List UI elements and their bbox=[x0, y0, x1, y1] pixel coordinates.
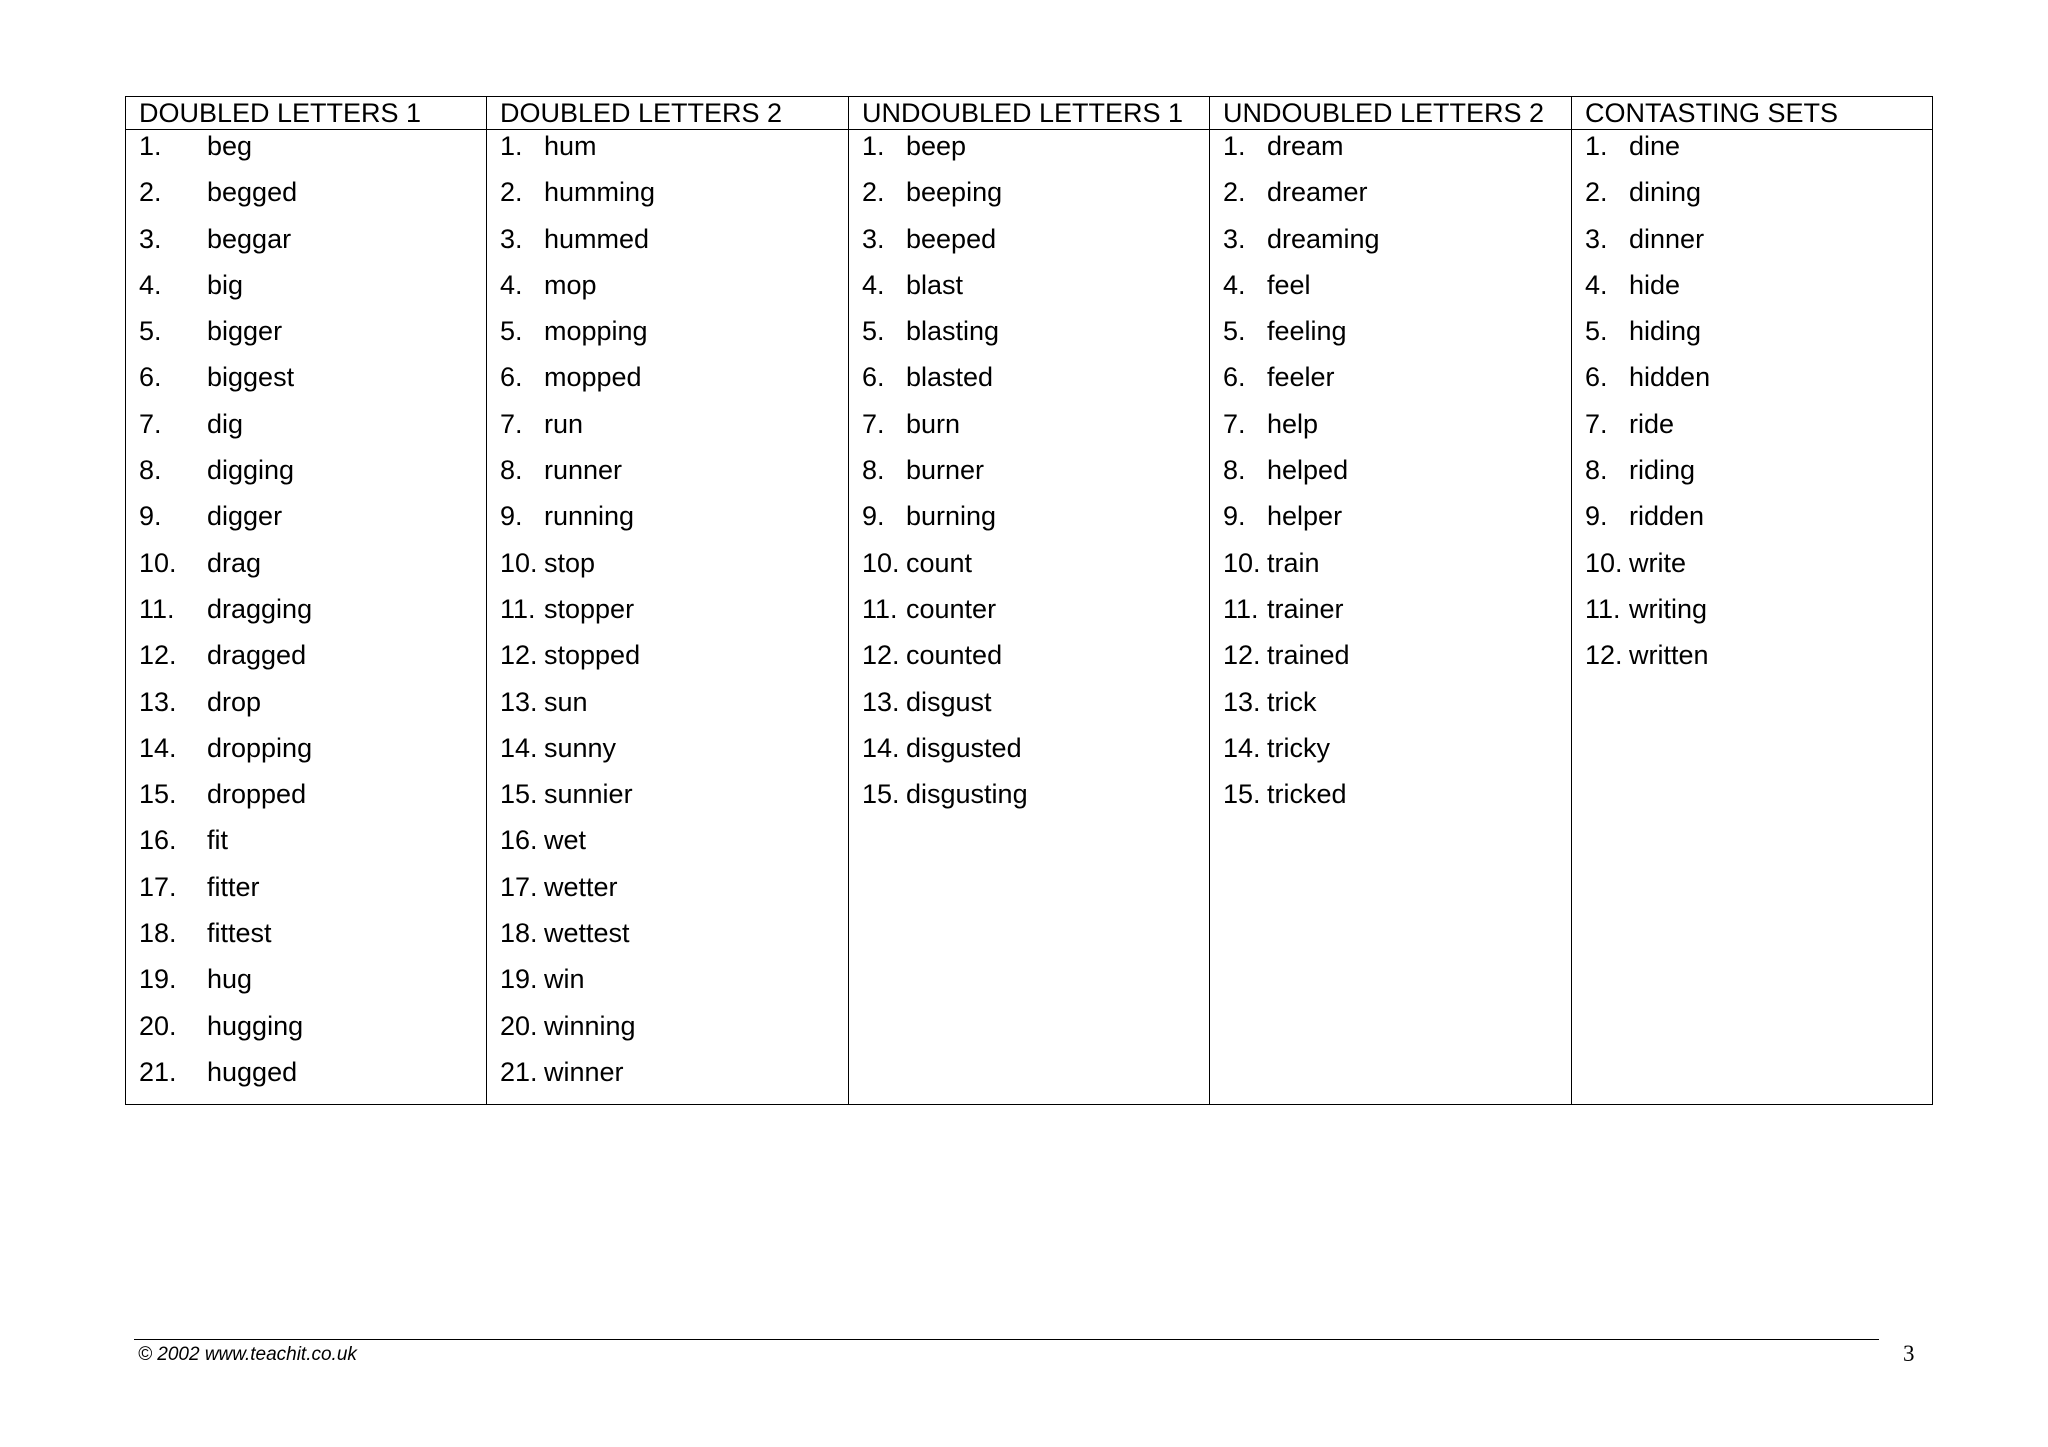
list-item bbox=[862, 778, 1209, 824]
item-word: write bbox=[1629, 547, 1687, 578]
item-word: tricky bbox=[1267, 732, 1330, 763]
item-word: count bbox=[906, 547, 973, 578]
item-number: 10. bbox=[862, 547, 900, 578]
item-number: 15. bbox=[500, 779, 538, 810]
item-number: 8. bbox=[139, 455, 162, 486]
column-header-undoubled-letters-1: UNDOUBLED LETTERS 1 bbox=[849, 97, 1210, 130]
list-item bbox=[1585, 176, 1932, 222]
item-number: 17. bbox=[139, 871, 177, 902]
item-word: run bbox=[544, 408, 584, 439]
list-item bbox=[1223, 639, 1571, 685]
item-number: 13. bbox=[1223, 686, 1261, 717]
list-item bbox=[139, 315, 486, 361]
list-item bbox=[500, 917, 848, 963]
list-item bbox=[500, 176, 848, 222]
list-item bbox=[1223, 500, 1571, 546]
item-word: mopping bbox=[544, 316, 648, 347]
item-word: dream bbox=[1267, 131, 1344, 161]
item-word: stopper bbox=[544, 593, 635, 624]
item-word: fitter bbox=[207, 871, 260, 902]
table-body-row bbox=[126, 130, 1933, 1105]
list-item bbox=[1223, 778, 1571, 824]
item-word: sunnier bbox=[544, 779, 633, 810]
item-number: 13. bbox=[500, 686, 538, 717]
column-header-contrasting-sets: CONTASTING SETS bbox=[1572, 97, 1933, 130]
column-header-undoubled-letters-2: UNDOUBLED LETTERS 2 bbox=[1210, 97, 1572, 130]
item-number: 1. bbox=[139, 131, 162, 161]
list-item bbox=[862, 547, 1209, 593]
list-item bbox=[500, 315, 848, 361]
list-item bbox=[1223, 408, 1571, 454]
item-number: 3. bbox=[1223, 223, 1246, 254]
item-word: hidden bbox=[1629, 362, 1711, 393]
list-item bbox=[139, 593, 486, 639]
item-word: helped bbox=[1267, 455, 1349, 486]
item-number: 11. bbox=[1223, 593, 1259, 624]
list-item bbox=[139, 500, 486, 546]
item-word: blasting bbox=[906, 316, 1000, 347]
item-number: 3. bbox=[1585, 223, 1608, 254]
list-item bbox=[862, 686, 1209, 732]
item-word: ridden bbox=[1629, 501, 1705, 532]
item-word: beggar bbox=[207, 223, 292, 254]
item-word: blast bbox=[906, 269, 964, 300]
word-column-cell bbox=[487, 130, 849, 1105]
item-number: 14. bbox=[1223, 732, 1261, 763]
item-number: 5. bbox=[1585, 316, 1608, 347]
list-item bbox=[139, 1056, 486, 1102]
list-item bbox=[139, 824, 486, 870]
spelling-word-table bbox=[125, 96, 1933, 1105]
item-word: dining bbox=[1629, 177, 1702, 208]
item-word: fittest bbox=[207, 918, 272, 949]
list-item bbox=[862, 454, 1209, 500]
item-word: hugged bbox=[207, 1056, 298, 1087]
list-item bbox=[139, 1010, 486, 1056]
item-number: 6. bbox=[1585, 362, 1608, 393]
item-number: 18. bbox=[139, 918, 177, 949]
list-item bbox=[500, 732, 848, 778]
list-item bbox=[1223, 547, 1571, 593]
list-item bbox=[1585, 500, 1932, 546]
list-item bbox=[1585, 547, 1932, 593]
list-item bbox=[500, 269, 848, 315]
footer-divider bbox=[134, 1339, 1879, 1340]
item-word: tricked bbox=[1267, 779, 1347, 810]
item-number: 8. bbox=[500, 455, 523, 486]
list-item bbox=[1223, 454, 1571, 500]
item-word: dragging bbox=[207, 593, 313, 624]
item-word: winning bbox=[544, 1010, 636, 1041]
list-item bbox=[1223, 176, 1571, 222]
word-column-cell bbox=[126, 130, 487, 1105]
item-word: dig bbox=[207, 408, 244, 439]
item-number: 1. bbox=[1585, 131, 1608, 161]
item-number: 4. bbox=[139, 269, 162, 300]
list-item bbox=[139, 732, 486, 778]
item-word: stop bbox=[544, 547, 596, 578]
item-number: 7. bbox=[862, 408, 885, 439]
item-word: dragged bbox=[207, 640, 307, 671]
item-number: 20. bbox=[500, 1010, 538, 1041]
item-number: 21. bbox=[500, 1056, 538, 1087]
item-number: 7. bbox=[1585, 408, 1608, 439]
list-item bbox=[500, 500, 848, 546]
item-number: 7. bbox=[139, 408, 162, 439]
list-item bbox=[862, 593, 1209, 639]
item-word: biggest bbox=[207, 362, 295, 393]
list-item bbox=[500, 686, 848, 732]
item-word: hug bbox=[207, 964, 253, 995]
list-item bbox=[862, 223, 1209, 269]
item-word: riding bbox=[1629, 455, 1696, 486]
item-number: 3. bbox=[139, 223, 162, 254]
item-word: sun bbox=[544, 686, 588, 717]
item-word: dine bbox=[1629, 131, 1681, 161]
item-number: 10. bbox=[139, 547, 177, 578]
item-number: 6. bbox=[139, 362, 162, 393]
item-number: 6. bbox=[1223, 362, 1246, 393]
item-word: writing bbox=[1629, 593, 1708, 624]
item-word: hummed bbox=[544, 223, 650, 254]
item-word: burning bbox=[906, 501, 997, 532]
item-word: counter bbox=[906, 593, 997, 624]
item-word: win bbox=[544, 964, 585, 995]
page-number: 3 bbox=[1903, 1341, 1915, 1366]
item-word: wettest bbox=[544, 918, 630, 949]
column-header-doubled-letters-1: DOUBLED LETTERS 1 bbox=[126, 97, 487, 130]
item-word: drop bbox=[207, 686, 262, 717]
list-item bbox=[1585, 454, 1932, 500]
item-word: disgust bbox=[906, 686, 992, 717]
item-word: beeped bbox=[906, 223, 997, 254]
list-item bbox=[500, 824, 848, 870]
item-number: 6. bbox=[862, 362, 885, 393]
item-word: drag bbox=[207, 547, 262, 578]
list-item bbox=[139, 361, 486, 407]
list-item bbox=[1223, 361, 1571, 407]
word-list bbox=[1585, 130, 1932, 686]
item-word: hugging bbox=[207, 1010, 304, 1041]
item-word: hide bbox=[1629, 269, 1681, 300]
item-number: 16. bbox=[500, 825, 538, 856]
list-item bbox=[1223, 593, 1571, 639]
item-word: mopped bbox=[544, 362, 642, 393]
list-item bbox=[500, 130, 848, 176]
item-number: 12. bbox=[1223, 640, 1261, 671]
item-number: 9. bbox=[1223, 501, 1246, 532]
word-column-cell bbox=[1210, 130, 1572, 1105]
column-header-doubled-letters-2: DOUBLED LETTERS 2 bbox=[487, 97, 849, 130]
list-item bbox=[1585, 130, 1932, 176]
list-item bbox=[1585, 408, 1932, 454]
item-word: helper bbox=[1267, 501, 1343, 532]
item-number: 11. bbox=[862, 593, 898, 624]
item-number: 7. bbox=[1223, 408, 1246, 439]
list-item bbox=[862, 639, 1209, 685]
list-item bbox=[139, 963, 486, 1009]
list-item bbox=[139, 130, 486, 176]
item-number: 17. bbox=[500, 871, 538, 902]
list-item bbox=[500, 593, 848, 639]
item-number: 5. bbox=[139, 316, 162, 347]
list-item bbox=[500, 778, 848, 824]
list-item bbox=[862, 408, 1209, 454]
item-number: 11. bbox=[500, 593, 536, 624]
item-word: sunny bbox=[544, 732, 617, 763]
item-number: 19. bbox=[139, 964, 177, 995]
list-item bbox=[1223, 686, 1571, 732]
list-item bbox=[1223, 130, 1571, 176]
item-number: 5. bbox=[1223, 316, 1246, 347]
item-number: 12. bbox=[139, 640, 177, 671]
item-word: written bbox=[1629, 640, 1709, 671]
list-item bbox=[862, 176, 1209, 222]
list-item bbox=[139, 871, 486, 917]
list-item bbox=[139, 408, 486, 454]
item-word: hiding bbox=[1629, 316, 1702, 347]
word-column-cell bbox=[1572, 130, 1933, 1105]
list-item bbox=[1585, 639, 1932, 685]
item-word: beeping bbox=[906, 177, 1003, 208]
item-word: disgusted bbox=[906, 732, 1022, 763]
list-item bbox=[1585, 223, 1932, 269]
item-number: 14. bbox=[500, 732, 538, 763]
list-item bbox=[1223, 732, 1571, 778]
item-word: hum bbox=[544, 131, 597, 161]
item-number: 9. bbox=[139, 501, 162, 532]
item-word: digging bbox=[207, 455, 295, 486]
list-item bbox=[139, 917, 486, 963]
item-word: digger bbox=[207, 501, 283, 532]
list-item bbox=[862, 500, 1209, 546]
item-number: 13. bbox=[139, 686, 177, 717]
item-number: 20. bbox=[139, 1010, 177, 1041]
item-word: running bbox=[544, 501, 635, 532]
list-item bbox=[862, 315, 1209, 361]
list-item bbox=[139, 778, 486, 824]
item-word: dinner bbox=[1629, 223, 1705, 254]
list-item bbox=[1585, 315, 1932, 361]
item-number: 11. bbox=[1585, 593, 1621, 624]
list-item bbox=[139, 223, 486, 269]
item-number: 3. bbox=[862, 223, 885, 254]
item-number: 15. bbox=[862, 779, 900, 810]
item-number: 2. bbox=[139, 177, 162, 208]
item-number: 21. bbox=[139, 1056, 177, 1087]
item-number: 9. bbox=[1585, 501, 1608, 532]
item-number: 13. bbox=[862, 686, 900, 717]
list-item bbox=[862, 361, 1209, 407]
item-number: 9. bbox=[500, 501, 523, 532]
item-word: disgusting bbox=[906, 779, 1028, 810]
item-number: 10. bbox=[1585, 547, 1623, 578]
item-number: 4. bbox=[500, 269, 523, 300]
item-word: burn bbox=[906, 408, 961, 439]
item-word: burner bbox=[906, 455, 985, 486]
list-item bbox=[139, 454, 486, 500]
item-word: big bbox=[207, 269, 244, 300]
word-column-cell bbox=[849, 130, 1210, 1105]
list-item bbox=[862, 130, 1209, 176]
item-number: 6. bbox=[500, 362, 523, 393]
list-item bbox=[500, 871, 848, 917]
item-number: 12. bbox=[862, 640, 900, 671]
item-number: 14. bbox=[139, 732, 177, 763]
item-number: 5. bbox=[862, 316, 885, 347]
list-item bbox=[500, 408, 848, 454]
item-number: 11. bbox=[139, 593, 175, 624]
item-word: mop bbox=[544, 269, 597, 300]
item-word: dreaming bbox=[1267, 223, 1380, 254]
item-word: wet bbox=[544, 825, 587, 856]
item-word: trainer bbox=[1267, 593, 1344, 624]
list-item bbox=[1585, 593, 1932, 639]
list-item bbox=[139, 547, 486, 593]
item-word: bigger bbox=[207, 316, 283, 347]
item-number: 15. bbox=[1223, 779, 1261, 810]
item-number: 10. bbox=[1223, 547, 1261, 578]
list-item bbox=[500, 1056, 848, 1102]
list-item bbox=[500, 1010, 848, 1056]
item-word: wetter bbox=[544, 871, 618, 902]
word-list bbox=[862, 130, 1209, 824]
item-number: 18. bbox=[500, 918, 538, 949]
list-item bbox=[139, 639, 486, 685]
item-number: 9. bbox=[862, 501, 885, 532]
item-word: dropping bbox=[207, 732, 313, 763]
item-word: beep bbox=[906, 131, 967, 161]
item-word: dreamer bbox=[1267, 177, 1368, 208]
item-number: 3. bbox=[500, 223, 523, 254]
item-word: stopped bbox=[544, 640, 641, 671]
item-word: train bbox=[1267, 547, 1320, 578]
item-number: 15. bbox=[139, 779, 177, 810]
item-word: dropped bbox=[207, 779, 307, 810]
list-item bbox=[1585, 269, 1932, 315]
item-number: 10. bbox=[500, 547, 538, 578]
item-word: begged bbox=[207, 177, 298, 208]
list-item bbox=[862, 732, 1209, 778]
list-item bbox=[1223, 315, 1571, 361]
item-word: feeler bbox=[1267, 362, 1335, 393]
word-list bbox=[1223, 130, 1571, 824]
item-word: trick bbox=[1267, 686, 1317, 717]
list-item bbox=[862, 269, 1209, 315]
item-number: 16. bbox=[139, 825, 177, 856]
list-item bbox=[500, 361, 848, 407]
item-number: 8. bbox=[1585, 455, 1608, 486]
item-number: 7. bbox=[500, 408, 523, 439]
item-word: blasted bbox=[906, 362, 994, 393]
list-item bbox=[1223, 269, 1571, 315]
list-item bbox=[139, 176, 486, 222]
item-word: trained bbox=[1267, 640, 1350, 671]
item-number: 4. bbox=[1585, 269, 1608, 300]
list-item bbox=[500, 454, 848, 500]
item-word: beg bbox=[207, 131, 253, 161]
word-list bbox=[139, 130, 486, 1102]
item-word: humming bbox=[544, 177, 656, 208]
item-word: winner bbox=[544, 1056, 624, 1087]
item-number: 14. bbox=[862, 732, 900, 763]
item-number: 2. bbox=[1223, 177, 1246, 208]
item-number: 8. bbox=[862, 455, 885, 486]
table-header-row bbox=[126, 97, 1933, 130]
list-item bbox=[139, 269, 486, 315]
item-word: help bbox=[1267, 408, 1319, 439]
item-number: 8. bbox=[1223, 455, 1246, 486]
item-number: 12. bbox=[1585, 640, 1623, 671]
item-number: 19. bbox=[500, 964, 538, 995]
item-number: 5. bbox=[500, 316, 523, 347]
item-word: feel bbox=[1267, 269, 1311, 300]
item-word: ride bbox=[1629, 408, 1675, 439]
list-item bbox=[1223, 223, 1571, 269]
list-item bbox=[500, 639, 848, 685]
item-number: 1. bbox=[862, 131, 885, 161]
item-number: 2. bbox=[500, 177, 523, 208]
word-list bbox=[500, 130, 848, 1102]
item-number: 4. bbox=[1223, 269, 1246, 300]
list-item bbox=[139, 686, 486, 732]
list-item bbox=[500, 963, 848, 1009]
item-number: 1. bbox=[500, 131, 523, 161]
footer-copyright: © 2002 www.teachit.co.uk bbox=[138, 1344, 357, 1365]
item-number: 1. bbox=[1223, 131, 1246, 161]
item-word: runner bbox=[544, 455, 623, 486]
list-item bbox=[1585, 361, 1932, 407]
item-number: 4. bbox=[862, 269, 885, 300]
list-item bbox=[500, 547, 848, 593]
item-word: counted bbox=[906, 640, 1003, 671]
item-number: 2. bbox=[1585, 177, 1608, 208]
item-word: fit bbox=[207, 825, 229, 856]
item-word: feeling bbox=[1267, 316, 1347, 347]
item-number: 2. bbox=[862, 177, 885, 208]
list-item bbox=[500, 223, 848, 269]
item-number: 12. bbox=[500, 640, 538, 671]
